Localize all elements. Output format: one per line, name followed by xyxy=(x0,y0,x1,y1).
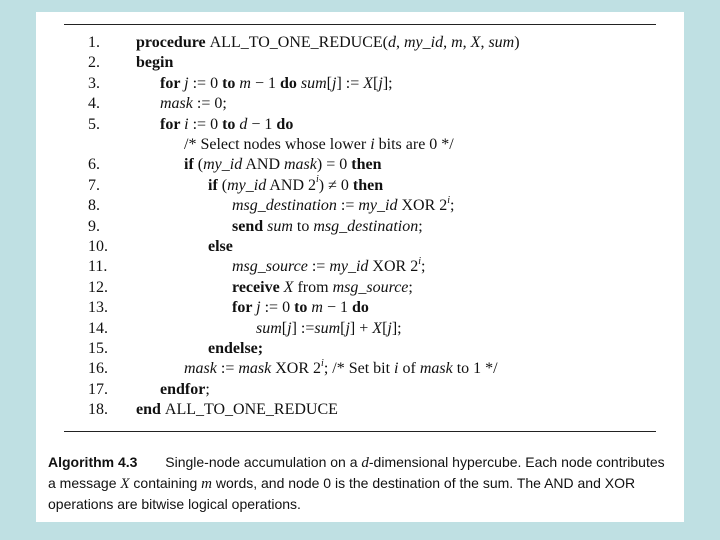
bottom-rule xyxy=(64,431,656,432)
keyword: procedure xyxy=(136,34,210,51)
code-text: [ xyxy=(373,74,379,92)
line-number: 9. xyxy=(88,217,100,235)
line-number: 5. xyxy=(88,115,100,133)
code-text: ] := xyxy=(291,319,315,337)
line-number: 1. xyxy=(88,34,100,51)
caption-label: Algorithm 4.3 xyxy=(48,454,138,470)
code-text: ) ≠ 0 xyxy=(318,176,353,194)
code-text: := 0 xyxy=(188,115,223,133)
line-code xyxy=(160,380,210,400)
identifier: i xyxy=(447,194,451,206)
line-code xyxy=(136,53,173,73)
identifier: i xyxy=(321,358,324,370)
code-text: ; xyxy=(205,380,210,398)
keyword: for xyxy=(232,299,257,317)
line-code xyxy=(136,33,520,53)
keyword: to xyxy=(222,74,240,92)
line-number: 12. xyxy=(88,278,108,296)
line-code xyxy=(208,176,383,196)
line-code xyxy=(232,196,454,216)
code-text: ; xyxy=(408,278,413,296)
code-text: to xyxy=(292,217,314,235)
code-text: := 0 xyxy=(260,299,295,317)
code-text: AND xyxy=(242,156,284,174)
keyword: receive xyxy=(232,278,284,296)
code-text: [ xyxy=(340,319,346,337)
identifier: X xyxy=(283,278,294,296)
identifier: sum xyxy=(300,74,327,92)
caption-math: X xyxy=(120,476,130,492)
line-number: 3. xyxy=(88,74,100,92)
identifier: mask xyxy=(160,95,193,113)
identifier: d xyxy=(387,34,396,51)
line-code xyxy=(232,217,423,237)
identifier: mask xyxy=(184,360,217,378)
code-text: − 1 xyxy=(247,115,277,133)
code-text: to 1 */ xyxy=(452,360,498,378)
algorithm-caption xyxy=(48,452,672,514)
keyword: do xyxy=(351,299,369,317)
code-text: , xyxy=(395,34,404,51)
keyword: endelse; xyxy=(208,340,264,357)
code-text: XOR 2 xyxy=(271,360,322,378)
code-text: , xyxy=(443,34,452,51)
algorithm-page xyxy=(36,12,684,522)
code-text: XOR 2 xyxy=(397,197,448,215)
code-text: ALL_TO_ONE_REDUCE xyxy=(164,401,338,419)
code-text: /* Select nodes whose lower xyxy=(184,136,371,153)
code-text: ; xyxy=(420,258,426,276)
code-text: ; xyxy=(450,197,455,215)
keyword: do xyxy=(279,74,301,92)
line-number: 18. xyxy=(88,401,108,419)
keyword: send xyxy=(232,217,268,235)
identifier: i xyxy=(184,115,189,133)
line-number: 16. xyxy=(88,360,108,378)
identifier: i xyxy=(316,174,319,186)
caption-math: m xyxy=(201,476,212,492)
code-text: , xyxy=(462,34,471,51)
code-text: ] + xyxy=(349,319,373,337)
code-text: := 0 xyxy=(188,74,223,92)
identifier: mask xyxy=(238,360,272,378)
code-text: of xyxy=(398,360,420,378)
identifier: sum xyxy=(267,217,293,235)
identifier: msg_destination xyxy=(232,197,337,215)
identifier: j xyxy=(256,299,261,317)
keyword: for xyxy=(160,74,185,92)
line-code xyxy=(232,278,413,298)
line-number: 2. xyxy=(88,54,100,72)
identifier: X xyxy=(470,34,481,51)
line-number: 11. xyxy=(88,258,108,276)
line-number: 7. xyxy=(88,176,100,194)
identifier: d xyxy=(239,115,248,133)
identifier: sum xyxy=(256,319,282,337)
identifier: j xyxy=(184,74,189,92)
identifier: msg_source xyxy=(232,258,308,276)
line-code xyxy=(232,257,425,277)
identifier: m xyxy=(451,34,463,51)
code-text: ( xyxy=(221,176,228,194)
code-text: ; /* Set bit xyxy=(323,360,395,378)
keyword: then xyxy=(351,156,382,174)
code-text: ]; xyxy=(391,319,402,337)
code-text: ( xyxy=(197,156,204,174)
line-code xyxy=(208,237,233,257)
code-text: [ xyxy=(382,319,388,337)
identifier: my_id xyxy=(203,156,243,174)
code-text: XOR 2 xyxy=(368,258,419,276)
keyword: begin xyxy=(136,54,174,72)
line-number: 10. xyxy=(88,238,108,255)
identifier: msg_source xyxy=(332,278,409,296)
keyword: if xyxy=(184,156,198,174)
caption-segment: Single-node accumulation on a xyxy=(165,454,362,470)
code-text: ) = 0 xyxy=(316,156,352,174)
line-number: 17. xyxy=(88,380,108,398)
keyword: to xyxy=(294,299,312,317)
identifier: j xyxy=(378,74,383,92)
keyword: else xyxy=(208,238,233,255)
code-text: := xyxy=(336,197,359,215)
code-text: := 0; xyxy=(192,95,227,113)
code-text: − 1 xyxy=(322,299,352,317)
identifier: my_id xyxy=(358,197,398,215)
line-code xyxy=(208,339,263,359)
line-number: 8. xyxy=(88,197,100,215)
code-text: ] := xyxy=(336,74,364,92)
caption-segment: containing xyxy=(129,475,202,491)
identifier: i xyxy=(418,256,421,268)
identifier: mask xyxy=(284,156,317,174)
identifier: sum xyxy=(488,34,515,51)
identifier: my_id xyxy=(329,258,369,276)
keyword: then xyxy=(352,176,384,194)
code-text: , xyxy=(480,34,489,51)
code-text: − 1 xyxy=(250,74,280,92)
line-code xyxy=(184,135,454,155)
code-text: AND 2 xyxy=(266,176,316,194)
identifier: X xyxy=(363,74,374,92)
code-text: [ xyxy=(281,319,288,337)
code-text: bits are 0 */ xyxy=(374,136,454,153)
line-code xyxy=(256,319,402,339)
identifier: my_id xyxy=(227,176,267,194)
identifier: i xyxy=(370,136,375,153)
identifier: msg_destination xyxy=(313,217,419,235)
code-text: ALL_TO_ONE_REDUCE( xyxy=(209,34,388,51)
keyword: endfor xyxy=(160,380,206,398)
line-code xyxy=(160,74,393,94)
line-number: 6. xyxy=(88,156,100,174)
code-text: [ xyxy=(326,74,332,92)
top-rule xyxy=(64,24,656,25)
code-text: ; xyxy=(418,217,423,235)
caption-math: d xyxy=(361,455,369,471)
identifier: m xyxy=(311,299,323,317)
line-number: 14. xyxy=(88,319,108,337)
identifier: j xyxy=(287,319,292,337)
code-text: from xyxy=(293,278,333,296)
keyword: do xyxy=(276,115,294,133)
identifier: j xyxy=(332,74,337,92)
identifier: X xyxy=(372,319,383,337)
line-code xyxy=(136,400,338,420)
line-code xyxy=(184,155,381,175)
keyword: to xyxy=(222,115,240,133)
line-code xyxy=(160,94,227,114)
caption-segment: words, and node 0 is the destination of the sum. The AND and XOR operations are bitwise logical operations. xyxy=(48,475,636,512)
caption-segment: -dimensional hypercube. Each node contributes a message xyxy=(48,454,665,491)
identifier: j xyxy=(345,319,350,337)
line-number: 15. xyxy=(88,340,108,357)
identifier: my_id xyxy=(403,34,444,51)
keyword: end xyxy=(136,401,165,419)
keyword: for xyxy=(160,115,185,133)
line-number: 4. xyxy=(88,95,100,113)
code-text: ]; xyxy=(382,74,393,92)
identifier: mask xyxy=(419,360,453,378)
code-text: ) xyxy=(514,34,520,51)
identifier: sum xyxy=(314,319,341,337)
line-code xyxy=(160,115,293,135)
line-code xyxy=(184,359,498,379)
code-text: := xyxy=(307,258,330,276)
identifier: i xyxy=(394,360,399,378)
line-number: 13. xyxy=(88,299,108,317)
code-text: := xyxy=(216,360,239,378)
line-code xyxy=(232,298,369,318)
caption-text xyxy=(48,454,665,512)
identifier: j xyxy=(387,319,392,337)
keyword: if xyxy=(208,176,222,194)
identifier: m xyxy=(239,74,251,92)
